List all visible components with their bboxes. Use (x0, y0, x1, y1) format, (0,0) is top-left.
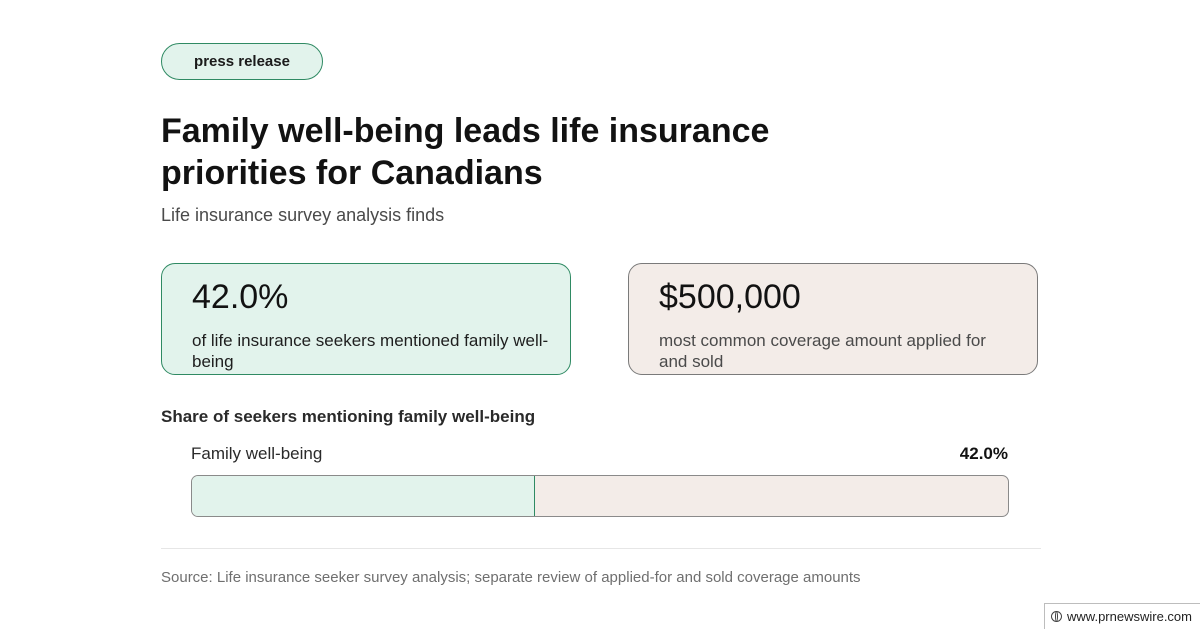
watermark-text: www.prnewswire.com (1067, 609, 1192, 624)
chart-title: Share of seekers mentioning family well-being (161, 407, 536, 426)
watermark (1044, 603, 1200, 629)
stat-card-coverage-amount (628, 263, 1038, 375)
stat-value: $500,000 (659, 278, 801, 316)
page-title: Family well-being leads life insurance priorities for Canadians (161, 112, 770, 192)
stat-description: of life insurance seekers mentioned family well-being (192, 331, 549, 371)
bar-category-label: Family well-being (191, 444, 323, 463)
stat-value: 42.0% (192, 278, 289, 316)
globe-icon (1051, 611, 1062, 622)
bar-fill (192, 476, 535, 516)
bar-track (191, 475, 1009, 517)
press-release-badge: press release (161, 43, 323, 80)
source-note: Source: Life insurance seeker survey analysis; separate review of applied-for and sold coverage amounts (161, 569, 861, 586)
divider (161, 548, 1041, 549)
bar-value-label: 42.0% (959, 444, 1008, 463)
stat-description: most common coverage amount applied for and sold (659, 331, 986, 371)
page-subtitle: Life insurance survey analysis finds (161, 205, 445, 225)
stat-card-family-share (161, 263, 571, 375)
